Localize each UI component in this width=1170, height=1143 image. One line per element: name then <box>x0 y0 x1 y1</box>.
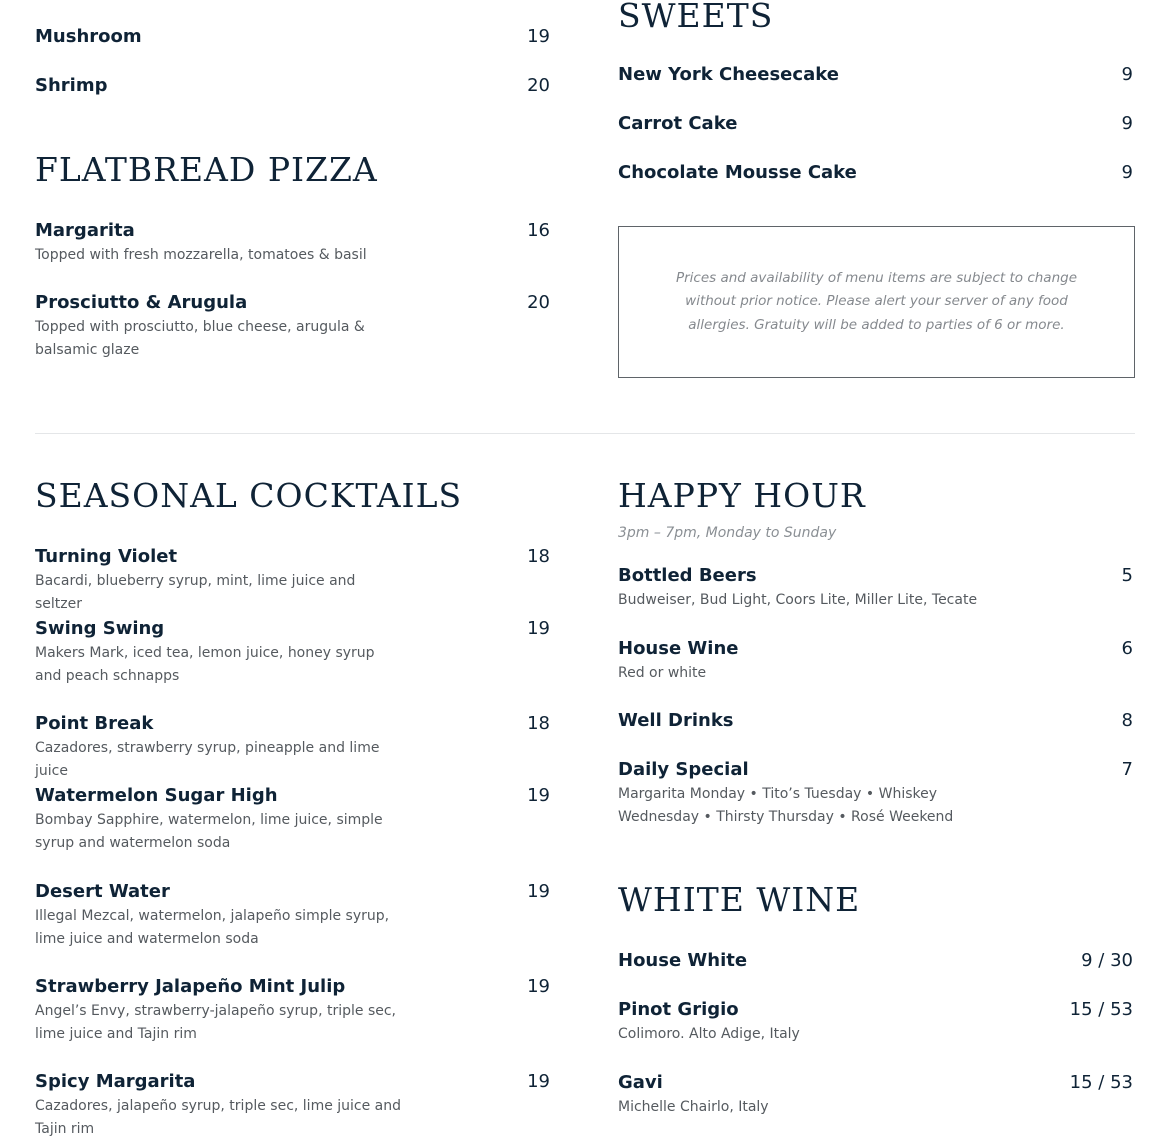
section-sweets <box>618 0 1134 35</box>
item-name: House White <box>618 950 748 971</box>
item-name: Desert Water <box>35 881 170 902</box>
section-title: WHITE WINE <box>618 880 861 919</box>
item-name: Bottled Beers <box>618 565 757 586</box>
menu-item <box>618 113 1134 162</box>
item-description: Cazadores, jalapeño syrup, triple sec, lime juice and Tajin rim <box>35 1098 402 1137</box>
item-price: 16 <box>527 220 550 241</box>
item-price: 19 <box>527 785 550 806</box>
section-title: HAPPY HOUR <box>618 476 866 515</box>
menu-item <box>35 546 551 618</box>
menu-item <box>35 976 551 1071</box>
section-happy-hour <box>618 476 1134 515</box>
item-price: 9 <box>1121 162 1133 183</box>
item-description: Colimoro. Alto Adige, Italy <box>618 1026 800 1042</box>
item-description: Bombay Sapphire, watermelon, lime juice, simple syrup and watermelon soda <box>35 812 383 851</box>
section-divider <box>35 433 1135 434</box>
menu-item <box>35 713 551 785</box>
item-description: Budweiser, Bud Light, Coors Lite, Miller Lite, Tecate <box>618 592 978 608</box>
cocktail-items <box>35 546 551 1141</box>
item-name: Pinot Grigio <box>618 999 739 1020</box>
item-name: Chocolate Mousse Cake <box>618 162 857 183</box>
menu-item <box>618 999 1134 1072</box>
item-description: Michelle Chairlo, Italy <box>618 1099 769 1115</box>
section-title: FLATBREAD PIZZA <box>35 150 378 189</box>
item-price: 15 / 53 <box>1069 999 1133 1020</box>
section-cocktails <box>35 476 551 515</box>
section-title: SWEETS <box>618 0 774 35</box>
item-name: Well Drinks <box>618 710 734 731</box>
menu-item <box>35 1071 551 1141</box>
item-name: New York Cheesecake <box>618 64 839 85</box>
menu-item <box>618 950 1134 999</box>
section-flatbread <box>35 150 551 189</box>
item-name: Margarita <box>35 220 135 241</box>
item-price: 20 <box>527 292 550 313</box>
item-name: Watermelon Sugar High <box>35 785 278 806</box>
notice-text: Prices and availability of menu items are subject to change without prior notice. Please alert your server of any food allergies. Gratuity will be added to parties of 6 or more. <box>675 269 1078 333</box>
item-name: Prosciutto & Arugula <box>35 292 248 313</box>
item-price: 19 <box>527 26 550 47</box>
item-price: 19 <box>527 1071 550 1092</box>
item-price: 18 <box>527 546 550 567</box>
menu-item <box>35 75 551 97</box>
item-name: House Wine <box>618 638 739 659</box>
item-price: 5 <box>1121 565 1133 586</box>
flatbread-items <box>35 220 551 362</box>
menu-item <box>35 220 551 292</box>
menu-item <box>35 881 551 976</box>
item-name: Shrimp <box>35 75 108 96</box>
menu-item <box>35 785 551 881</box>
item-description: Margarita Monday • Tito’s Tuesday • Whiskey Wednesday • Thirsty Thursday • Rosé Weekend <box>618 786 954 825</box>
item-price: 7 <box>1121 759 1133 780</box>
item-name: Mushroom <box>35 26 142 47</box>
item-description: Angel’s Envy, strawberry-jalapeño syrup, triple sec, lime juice and Tajin rim <box>35 1003 396 1042</box>
item-price: 9 <box>1121 113 1133 134</box>
menu-item <box>35 292 551 362</box>
menu-item <box>618 710 1134 759</box>
item-price: 19 <box>527 618 550 639</box>
menu-item <box>35 618 551 713</box>
item-name: Daily Special <box>618 759 749 780</box>
item-price: 19 <box>527 881 550 902</box>
menu-item <box>618 64 1134 113</box>
happy-hour-items <box>618 565 1134 829</box>
item-price: 18 <box>527 713 550 734</box>
item-price: 8 <box>1121 710 1133 731</box>
white-wine-items <box>618 950 1134 1119</box>
item-price: 20 <box>527 75 550 96</box>
menu-item <box>618 638 1134 710</box>
item-description: Makers Mark, iced tea, lemon juice, honey syrup and peach schnapps <box>35 645 375 684</box>
item-description: Illegal Mezcal, watermelon, jalapeño simple syrup, lime juice and watermelon soda <box>35 908 390 947</box>
item-price: 9 <box>1121 64 1133 85</box>
item-description: Bacardi, blueberry syrup, mint, lime juice and seltzer <box>35 573 356 612</box>
notice-box <box>618 226 1135 378</box>
sweets-items <box>618 64 1134 184</box>
item-description: Topped with fresh mozzarella, tomatoes & basil <box>35 247 367 263</box>
item-name: Carrot Cake <box>618 113 738 134</box>
menu-item <box>618 1072 1134 1119</box>
menu-item <box>35 26 551 75</box>
item-description: Topped with prosciutto, blue cheese, arugula & balsamic glaze <box>35 319 365 358</box>
item-name: Strawberry Jalapeño Mint Julip <box>35 976 346 997</box>
item-name: Swing Swing <box>35 618 165 639</box>
item-description: Cazadores, strawberry syrup, pineapple and lime juice <box>35 740 380 779</box>
happy-hour-subtitle: 3pm – 7pm, Monday to Sunday <box>618 525 837 541</box>
menu-item <box>618 565 1134 638</box>
item-name: Gavi <box>618 1072 663 1093</box>
item-description: Red or white <box>618 665 707 681</box>
section-title: SEASONAL COCKTAILS <box>35 476 463 515</box>
section-white-wine <box>618 880 1134 919</box>
happy-hour-subtitle-wrap <box>618 523 1134 543</box>
item-name: Turning Violet <box>35 546 178 567</box>
item-price: 15 / 53 <box>1069 1072 1133 1093</box>
item-name: Spicy Margarita <box>35 1071 196 1092</box>
item-name: Point Break <box>35 713 154 734</box>
item-price: 9 / 30 <box>1081 950 1133 971</box>
menu-column-left-top <box>35 26 551 97</box>
item-price: 19 <box>527 976 550 997</box>
menu-item <box>618 759 1134 829</box>
menu-item <box>618 162 1134 184</box>
item-price: 6 <box>1121 638 1133 659</box>
